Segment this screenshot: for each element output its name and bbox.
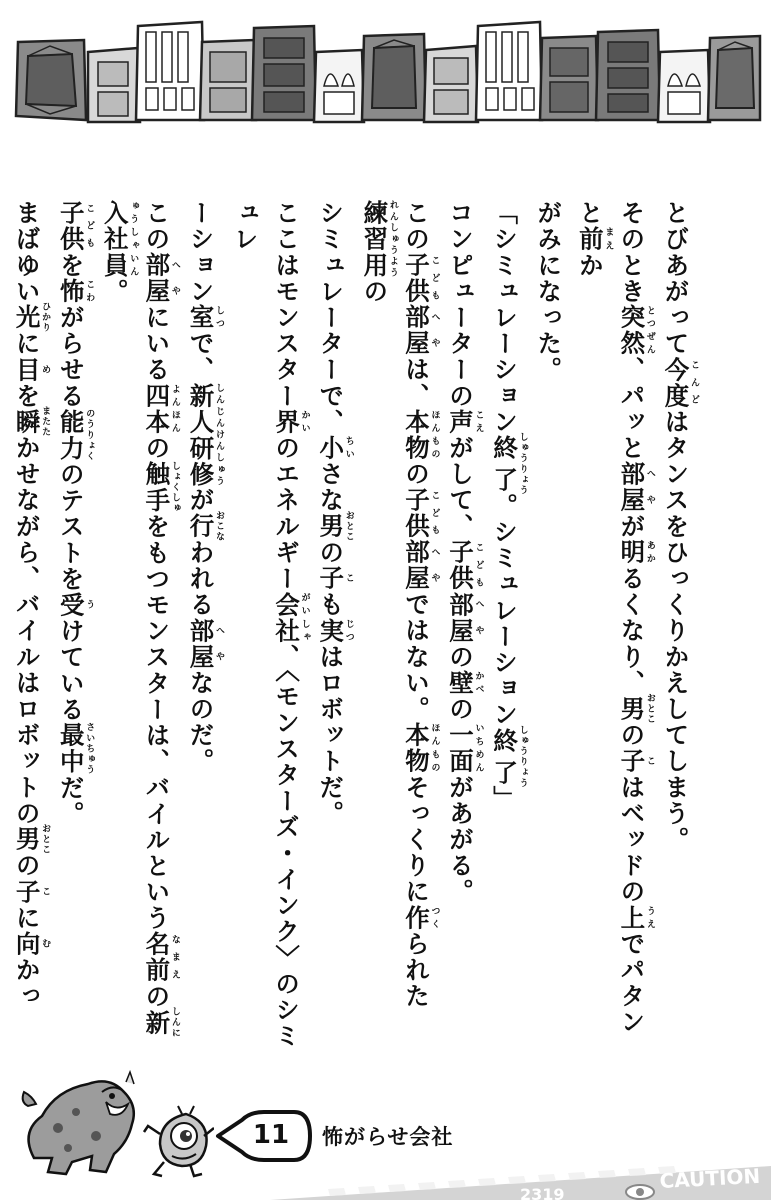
text-line: この子供こども部屋へやは、本物ほんものの子供こども部屋へやではない。本物ほんものそっくりに作つくられた練習用れんしゅうようの	[360, 200, 440, 1010]
text-line: コンピューターの声こえがして、子供こども部屋へやの壁かべの一面いちめんがあがる。	[446, 200, 484, 905]
caution-tape	[0, 1158, 771, 1200]
text-line: まばゆい光ひかりに目めを瞬またたかせながら、バイルはロボットの男おとこの子こに向むかっ	[12, 200, 51, 1010]
text-line: 「シミュレーション終了しゅうりょう。シミュレーション終了しゅうりょう」	[490, 200, 528, 812]
door-icon	[476, 22, 542, 120]
text-line: ーション室しつで、新人研修しんじんけんしゅうが行おこなわれる部屋へやなのだ。	[186, 200, 224, 775]
text-line: シミュレーターで、小ちいさな男おとこの子こも実じつはロボットだ。	[316, 200, 354, 827]
caution-label: CAUTION	[659, 1163, 761, 1193]
door-banner	[14, 16, 762, 124]
caution-code: 2319	[520, 1185, 565, 1200]
page-number: 11	[252, 1120, 290, 1150]
door-icon	[424, 46, 478, 122]
door-icon	[314, 50, 364, 122]
door-icon	[200, 40, 256, 120]
text-line: そのとき突然とつぜん、パッと部屋へやが明あかるくなり、男おとこの子こはベッドの上うえでパタンと前まえか	[575, 200, 655, 1036]
text-line: 子供こどもを怖こわがらせる能力のうりょくのテストを受うけている最中さいちゅうだ。	[56, 200, 95, 828]
door-icon	[596, 30, 660, 120]
series-title: 怖がらせ会社	[322, 1125, 454, 1149]
door-icon	[658, 50, 710, 122]
text-line: とびあがって今度こんどはタンスをひっくりかえしてしまう。	[661, 200, 699, 853]
door-icon	[362, 34, 426, 120]
door-icon	[16, 40, 86, 120]
text-line: ここはモンスター界かいのエネルギー会社がいしゃ、〈モンスターズ・インク〉のシミュレ	[230, 200, 310, 1050]
text-line: この部屋へやにいる四本よんほんの触手しょくしゅをもつモンスターは、バイルという名前なまえの新入社員しんにゅうしゃいん。	[100, 200, 180, 1039]
door-icon	[136, 22, 204, 120]
door-icon	[252, 26, 316, 120]
story-text	[12, 200, 699, 1050]
door-icon	[540, 36, 598, 120]
caution-eye-icon	[626, 1185, 654, 1199]
text-line: がみになった。	[534, 200, 564, 383]
door-icon	[88, 48, 140, 122]
door-icon	[708, 36, 760, 120]
